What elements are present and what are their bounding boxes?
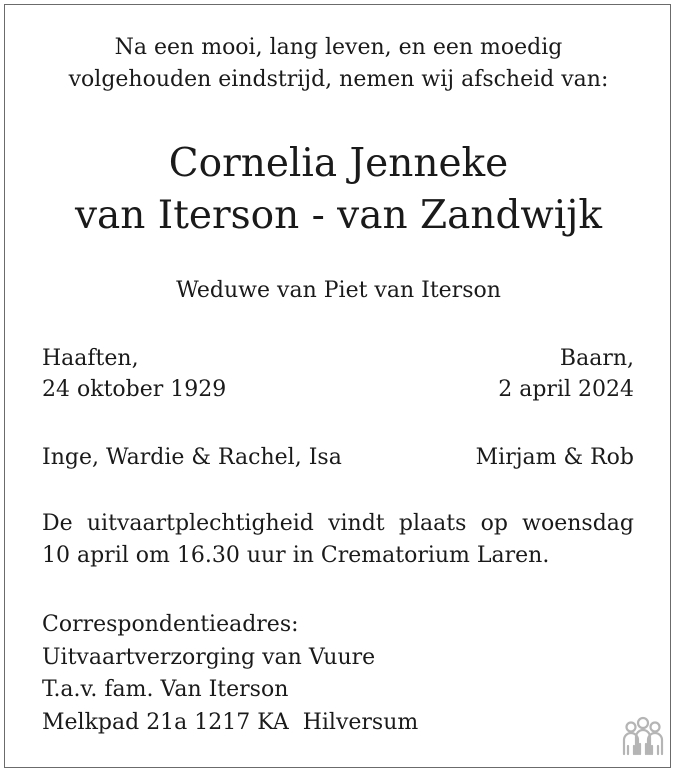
people-group-icon (620, 716, 666, 758)
birth-date: 24 oktober 1929 (42, 377, 227, 402)
deceased-name (0, 138, 677, 242)
intro-text (0, 32, 677, 96)
deceased-name-line-2: van Iterson - van Zandwijk (75, 193, 602, 238)
widow-of-text: Weduwe van Piet van Iterson (176, 278, 501, 303)
death-date: 2 april 2024 (498, 377, 634, 402)
birth-place: Haaften, (42, 346, 139, 371)
places-row (42, 343, 634, 375)
ceremony-text (42, 508, 634, 572)
family-right: Mirjam & Rob (475, 445, 634, 470)
death-place: Baarn, (559, 346, 634, 371)
address-line-3: Melkpad 21a 1217 KA Hilversum (42, 709, 419, 735)
family-left: Inge, Wardie & Rachel, Isa (42, 445, 342, 470)
correspondence-address (42, 609, 634, 739)
address-heading: Correspondentieadres: (42, 612, 299, 637)
ceremony-line-1: De uitvaartplechtigheid vindt plaats op woensdag (42, 511, 634, 536)
deceased-name-line-1: Cornelia Jenneke (168, 141, 509, 186)
dates-row (42, 374, 634, 406)
intro-line-1: Na een mooi, lang leven, en een moedig (114, 35, 563, 60)
ceremony-line-2: 10 april om 16.30 uur in Crematorium Laren. (42, 543, 550, 568)
family-row (42, 442, 634, 474)
intro-line-2: volgehouden eindstrijd, nemen wij afscheid van: (68, 67, 609, 92)
address-line-1: Uitvaartverzorging van Vuure (42, 644, 376, 670)
address-line-2: T.a.v. fam. Van Iterson (42, 677, 289, 702)
